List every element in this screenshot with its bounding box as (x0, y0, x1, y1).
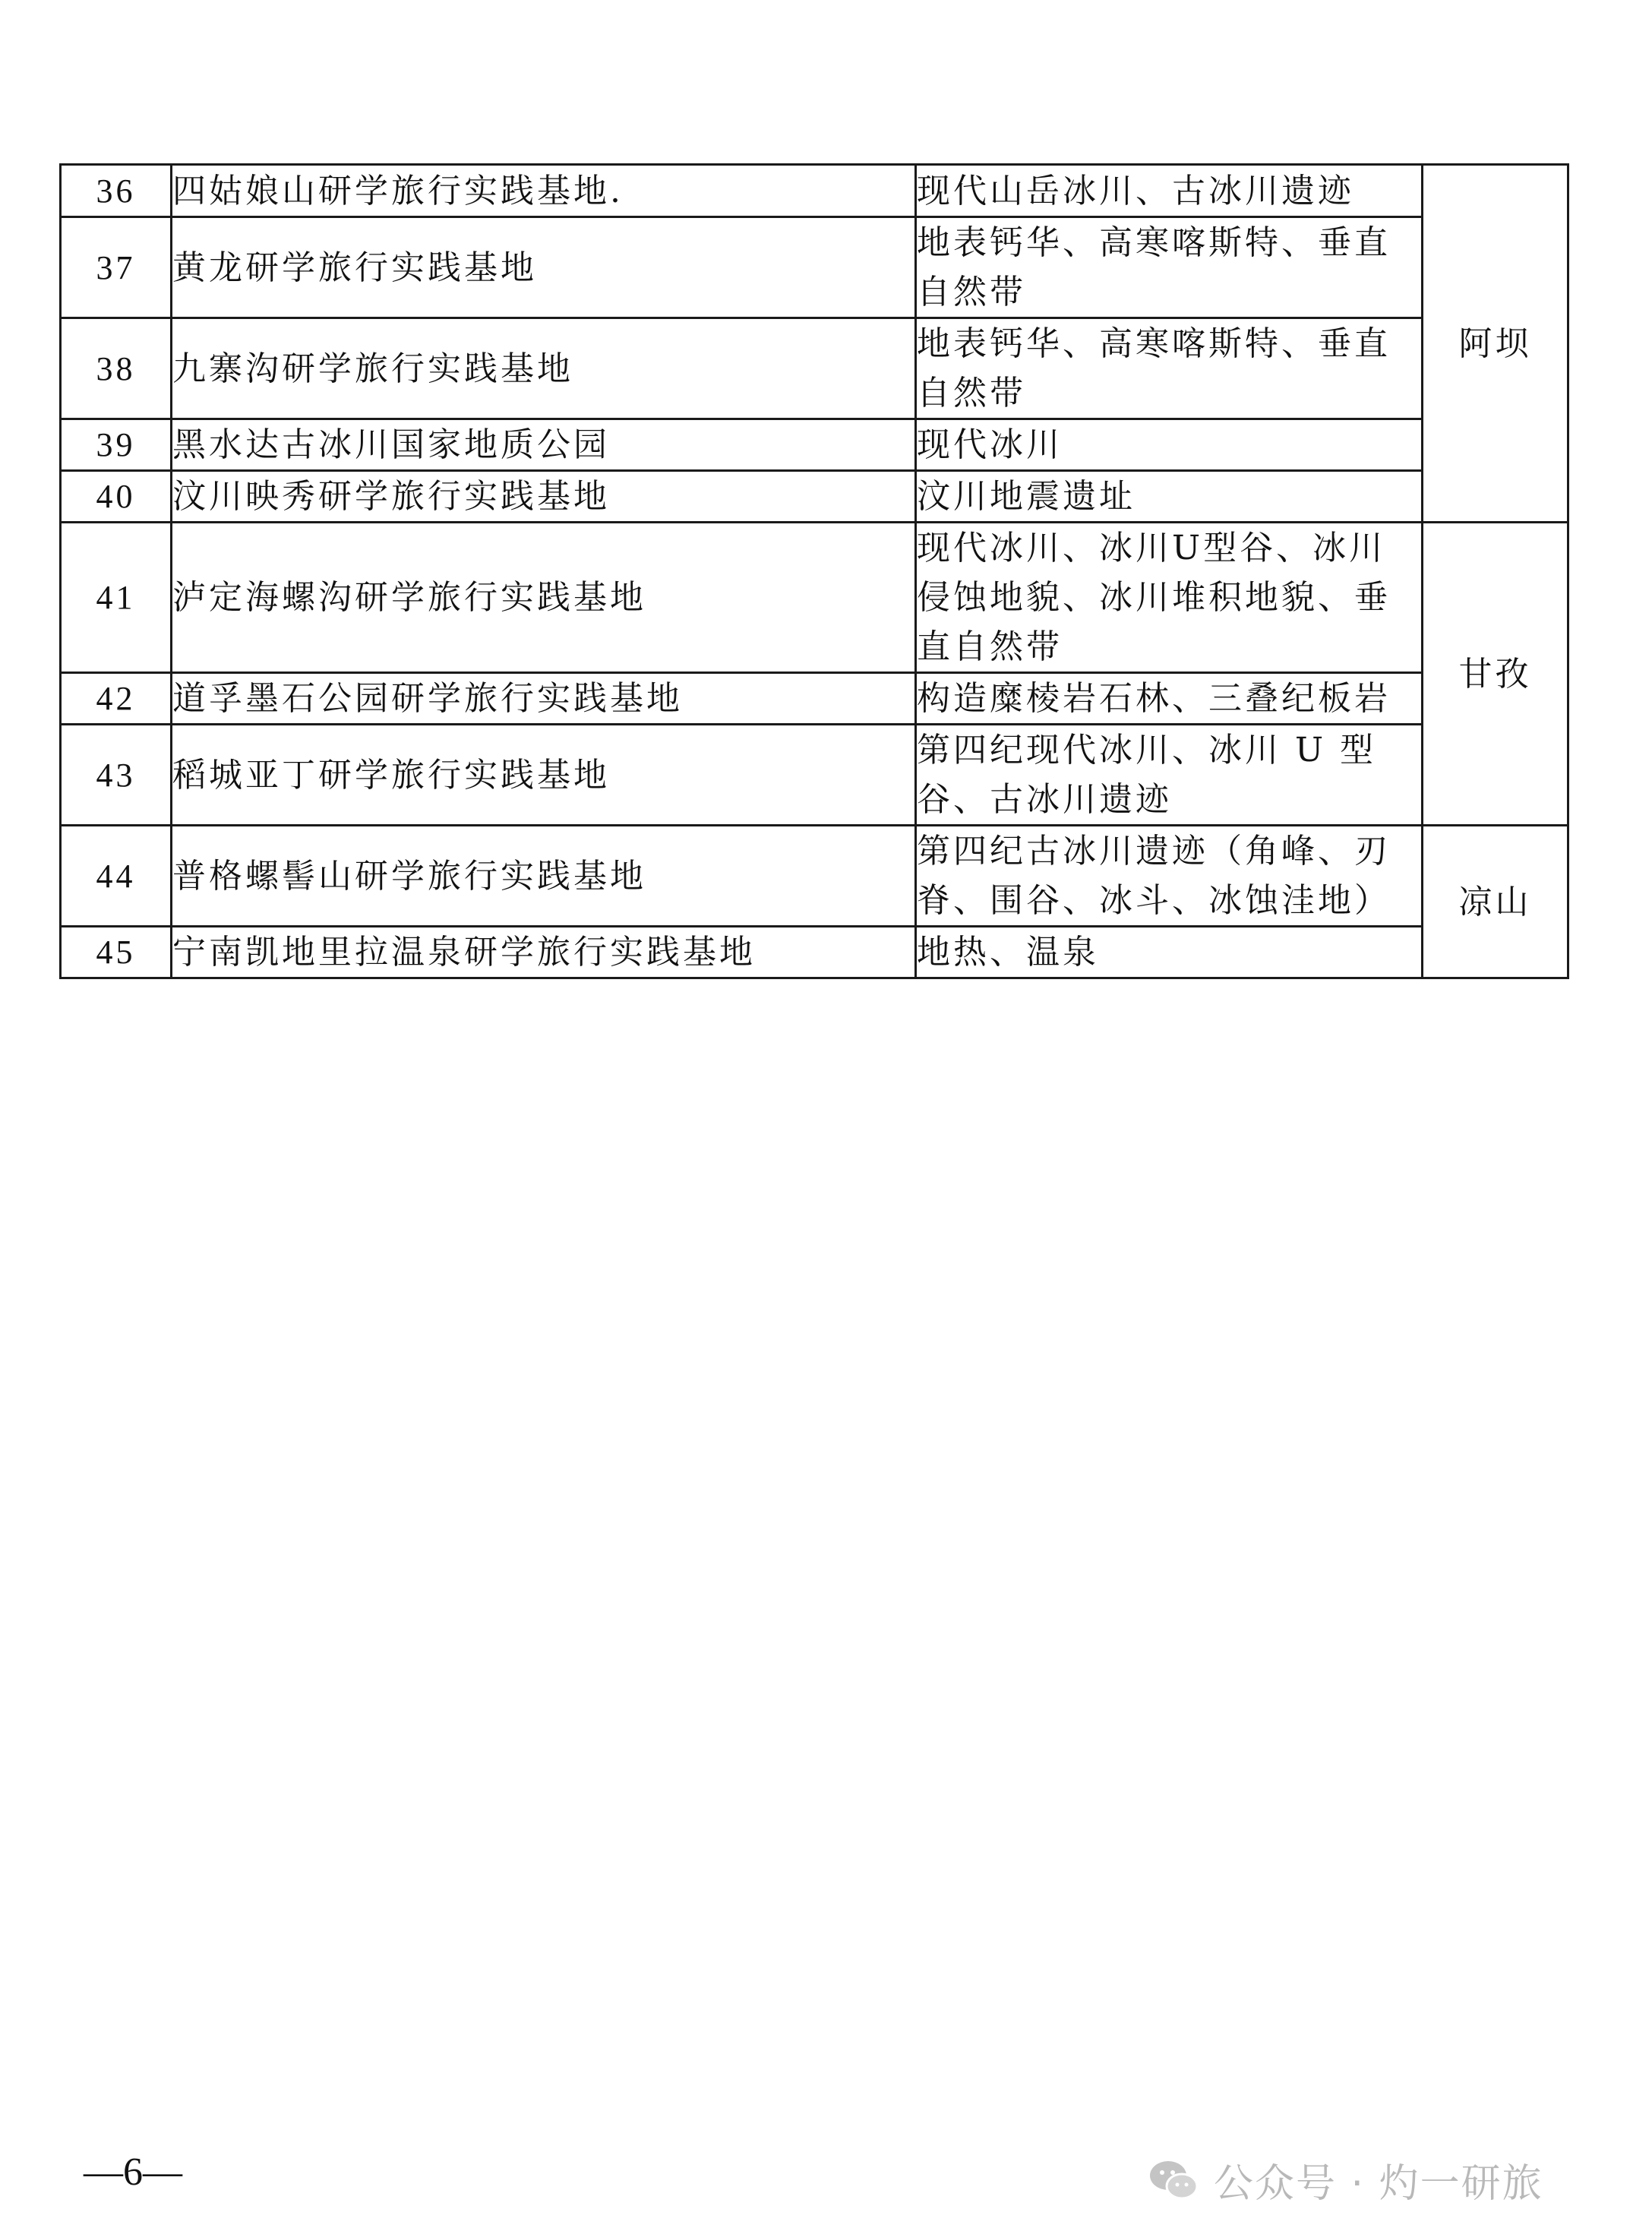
base-name: 宁南凯地里拉温泉研学旅行实践基地 (172, 927, 916, 978)
row-number: 43 (61, 725, 172, 826)
page-number: —6— (84, 2150, 182, 2194)
geo-feature: 地表钙华、高寒喀斯特、垂直自然带 (916, 318, 1423, 419)
row-number: 40 (61, 471, 172, 523)
watermark (1147, 2151, 1543, 2208)
base-name: 九寨沟研学旅行实践基地 (172, 318, 916, 419)
base-name: 普格螺髻山研学旅行实践基地 (172, 826, 916, 927)
geo-feature: 现代山岳冰川、古冰川遗迹 (916, 165, 1423, 217)
region-cell-liangshan: 凉山 (1423, 826, 1568, 978)
base-name: 道孚墨石公园研学旅行实践基地 (172, 673, 916, 725)
table-row (61, 826, 1568, 927)
row-number: 44 (61, 826, 172, 927)
watermark-text: 公众号 · 灼一研旅 (1214, 2161, 1543, 2207)
table-row (61, 318, 1568, 419)
geo-feature: 现代冰川、冰川U型谷、冰川侵蚀地貌、冰川堆积地貌、垂直自然带 (916, 523, 1423, 673)
geo-feature: 汶川地震遗址 (916, 471, 1423, 523)
base-name: 稻城亚丁研学旅行实践基地 (172, 725, 916, 826)
row-number: 36 (61, 165, 172, 217)
region-cell-aba: 阿坝 (1423, 165, 1568, 523)
geo-feature: 第四纪古冰川遗迹（角峰、刃脊、围谷、冰斗、冰蚀洼地） (916, 826, 1423, 927)
table-row (61, 523, 1568, 673)
row-number: 39 (61, 419, 172, 471)
row-number: 45 (61, 927, 172, 978)
table-row (61, 673, 1568, 725)
row-number: 42 (61, 673, 172, 725)
table-row (61, 165, 1568, 217)
study-base-table (59, 163, 1569, 979)
table-row (61, 217, 1568, 318)
table-row (61, 471, 1568, 523)
base-name: 黄龙研学旅行实践基地 (172, 217, 916, 318)
base-name: 汶川映秀研学旅行实践基地 (172, 471, 916, 523)
base-name: 泸定海螺沟研学旅行实践基地 (172, 523, 916, 673)
geo-feature: 地表钙华、高寒喀斯特、垂直自然带 (916, 217, 1423, 318)
geo-feature: 地热、温泉 (916, 927, 1423, 978)
table-row (61, 725, 1568, 826)
base-name: 黑水达古冰川国家地质公园 (172, 419, 916, 471)
row-number: 37 (61, 217, 172, 318)
geo-feature: 构造糜棱岩石林、三叠纪板岩 (916, 673, 1423, 725)
wechat-icon (1147, 2157, 1200, 2203)
geo-feature: 第四纪现代冰川、冰川 U 型谷、古冰川遗迹 (916, 725, 1423, 826)
row-number: 41 (61, 523, 172, 673)
geo-feature: 现代冰川 (916, 419, 1423, 471)
row-number: 38 (61, 318, 172, 419)
region-cell-ganzi: 甘孜 (1423, 523, 1568, 826)
base-name: 四姑娘山研学旅行实践基地. (172, 165, 916, 217)
table-row (61, 927, 1568, 978)
table-row (61, 419, 1568, 471)
